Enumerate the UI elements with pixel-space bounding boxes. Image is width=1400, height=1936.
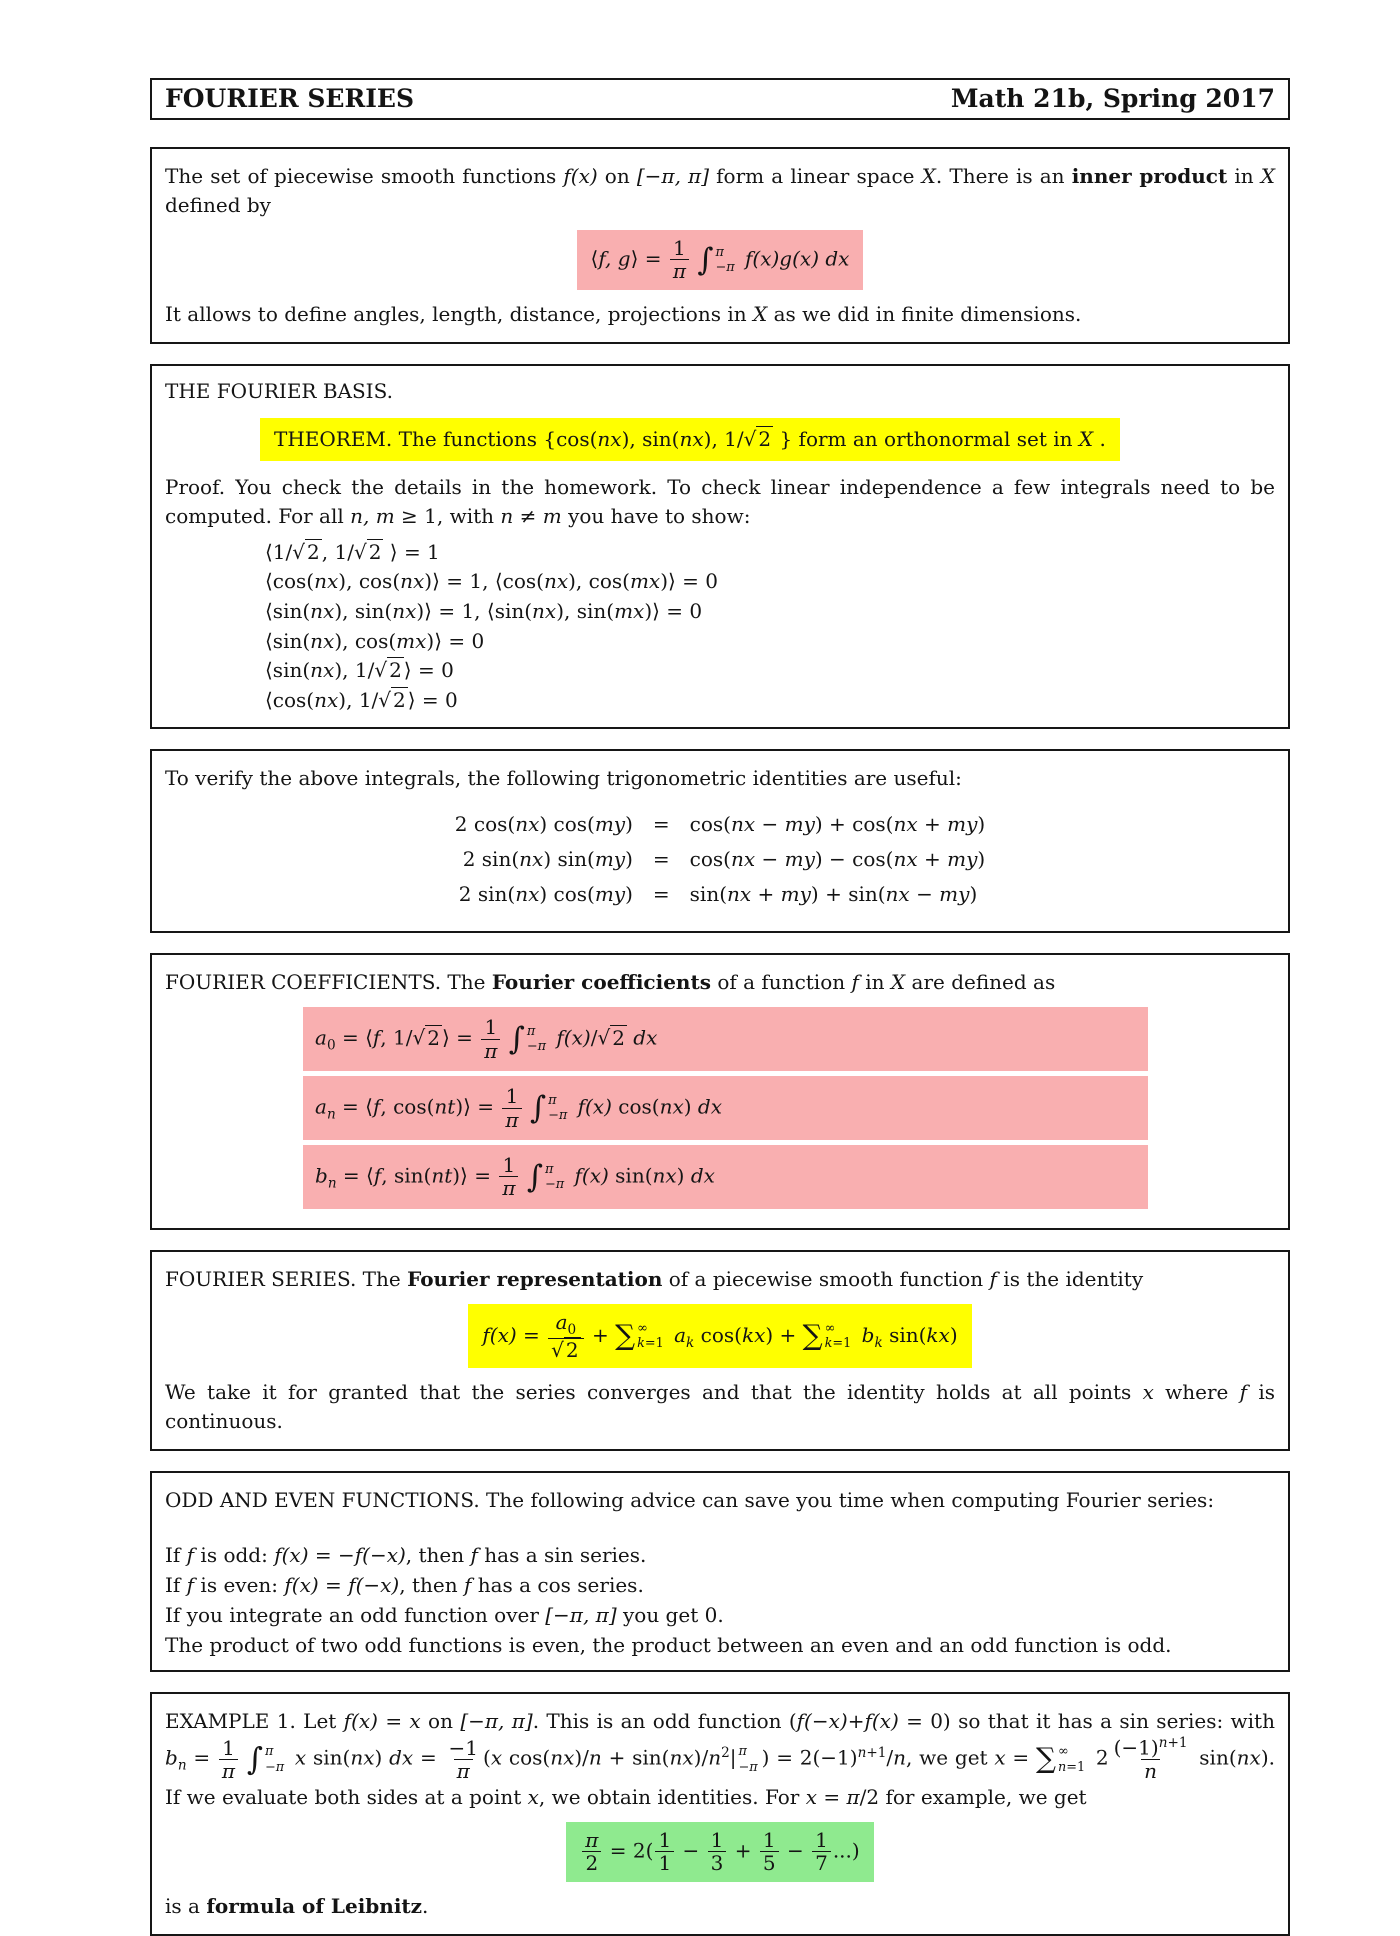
identity-lhs: 2 sin(nx) cos(my): [458, 882, 633, 907]
identity-lhs: 2 sin(nx) sin(my): [462, 847, 633, 872]
fourier-coefficients-intro: FOURIER COEFFICIENTS. The Fourier coefficients of a function f in X are defined as: [165, 970, 1056, 995]
fourier-coefficients-box: [150, 953, 1290, 1229]
inner-product-formula: ⟨f, g⟩ = $\frac{1}{\pi}$ ∫ π −π f(x)g(x) dx: [577, 230, 864, 290]
odd-even-advice-list: [165, 1541, 1275, 1660]
fourier-series-note: We take it for granted that the series converges and that the identity holds at all points x where f is continuous.: [165, 1380, 1275, 1434]
identity-row: [455, 807, 985, 842]
leibnitz-formula: $\frac{\pi}{2}$ = 2( $\frac{1}{1}$ − $\frac{1}{3}$ + $\frac{1}{5}$ − $\frac{1}{7}$ ...): [566, 1822, 873, 1882]
orthonormality-line: ⟨sin(nx), cos(mx)⟩ = 0: [265, 628, 485, 653]
fourier-series-intro: FOURIER SERIES. The Fourier representation of a piecewise smooth function f is the identity: [165, 1266, 1144, 1291]
orthonormality-list: [265, 539, 1275, 715]
fourier-series-formula-wrap: [165, 1304, 1275, 1369]
orthonormality-line: ⟨sin(nx), sin(nx)⟩ = 1, ⟨sin(nx), sin(mx)⟩ = 0: [265, 598, 703, 623]
identity-rhs: cos(nx − my) − cos(nx + my): [689, 847, 986, 872]
coefficient-formula-a0: $a_0$ = ⟨f, 1/√ 2 ⟩ = $\frac{1}{\pi}$ ∫ π −π f(x)/√ 2 dx: [303, 1007, 1148, 1071]
page-title: FOURIER SERIES: [165, 83, 415, 113]
inner-product-intro: The set of piecewise smooth functions f(x) on [−π, π] form a linear space X. There is an inner product in X defined by: [165, 164, 1276, 217]
identity-lhs: 2 cos(nx) cos(my): [454, 812, 633, 837]
example-box: [150, 1692, 1290, 1935]
trig-identities-table: [455, 807, 985, 912]
odd-even-intro: ODD AND EVEN FUNCTIONS. The following advice can save you time when computing Fourier series:: [165, 1488, 1215, 1513]
identity-eq: =: [652, 812, 670, 837]
orthonormality-line: ⟨cos(nx), 1/√ 2 ⟩ = 0: [265, 687, 458, 712]
identity-rhs: sin(nx + my) + sin(nx − my): [689, 882, 978, 907]
advice-line: If f is even: f(x) = f(−x), then f has a cos series.: [165, 1573, 644, 1598]
fourier-basis-box: [150, 364, 1290, 730]
identity-eq: =: [652, 847, 670, 872]
identity-row: [455, 842, 985, 877]
inner-product-box: [150, 147, 1290, 344]
inner-product-formula-wrap: [165, 230, 1275, 290]
header-box: [150, 78, 1290, 120]
identity-eq: =: [652, 882, 670, 907]
coefficient-formula-an: $a_n$ = ⟨f, cos(nt)⟩ = $\frac{1}{\pi}$ ∫ π −π f(x) cos(nx) dx: [303, 1076, 1148, 1140]
coefficient-formulas: [165, 1007, 1275, 1208]
example-outro: is a formula of Leibnitz.: [165, 1893, 429, 1918]
advice-line: If you integrate an odd function over [−π, π] you get 0.: [165, 1603, 724, 1628]
advice-line: If f is odd: f(x) = −f(−x), then f has a sin series.: [165, 1543, 647, 1568]
course-label: Math 21b, Spring 2017: [950, 83, 1275, 113]
document-page: [150, 0, 1290, 1936]
identity-row: [455, 877, 985, 912]
orthonormality-line: ⟨1/√ 2 , 1/√ 2 ⟩ = 1: [265, 539, 440, 564]
example-paragraph: EXAMPLE 1. Let f(x) = x on [−π, π]. This is an odd function (f(−x)+f(x) = 0) so that it has a sin series: with $b_n$ = $\frac{1}{\pi}$ ∫ π −π x sin(nx) dx = $\frac{-1}{\pi}$ (x $\cos(nx)/n + \sin(nx)/n^2|$ π −π ) = $2(-1)^{n+1}/n$, we get x = ∑ ∞ n=1 2 $\frac{(-1)^{n+1}}{n}$ sin(nx). If we evaluate both sides at a point x, we obtain identities. For x = π/2 for example, we get: [165, 1709, 1275, 1809]
orthonormality-line: ⟨sin(nx), 1/√ 2 ⟩ = 0: [265, 658, 454, 683]
identity-rhs: cos(nx − my) + cos(nx + my): [689, 812, 986, 837]
odd-even-box: [150, 1471, 1290, 1672]
theorem-statement: THEOREM. The functions {cos(nx), sin(nx), 1/√ 2 } form an orthonormal set in X .: [260, 418, 1120, 461]
fourier-basis-title: THE FOURIER BASIS.: [165, 378, 393, 403]
trig-identities-box: [150, 749, 1290, 933]
leibnitz-formula-wrap: [165, 1822, 1275, 1882]
coefficient-formula-bn: $b_n$ = ⟨f, sin(nt)⟩ = $\frac{1}{\pi}$ ∫ π −π f(x) sin(nx) dx: [303, 1145, 1148, 1209]
advice-line: The product of two odd functions is even, the product between an even and an odd function is odd.: [165, 1633, 1172, 1658]
fourier-series-box: [150, 1250, 1290, 1452]
theorem-wrap: [260, 418, 1275, 461]
orthonormality-line: ⟨cos(nx), cos(nx)⟩ = 1, ⟨cos(nx), cos(mx)⟩ = 0: [265, 569, 718, 594]
fourier-representation-formula: f(x) = $\frac{a_0}{√ 2}$ + ∑ ∞ k=1 $a_k$ cos(kx) + ∑ ∞ k=1 $b_k$ sin(kx): [468, 1304, 971, 1369]
trig-identities-intro: To verify the above integrals, the following trigonometric identities are useful:: [165, 766, 962, 791]
proof-paragraph: Proof. You check the details in the homework. To check linear independence a few integrals need to be computed. For all n, m ≥ 1, with n ≠ m you have to show:: [165, 474, 1275, 528]
inner-product-note: It allows to define angles, length, distance, projections in X as we did in finite dimensions.: [165, 301, 1082, 326]
